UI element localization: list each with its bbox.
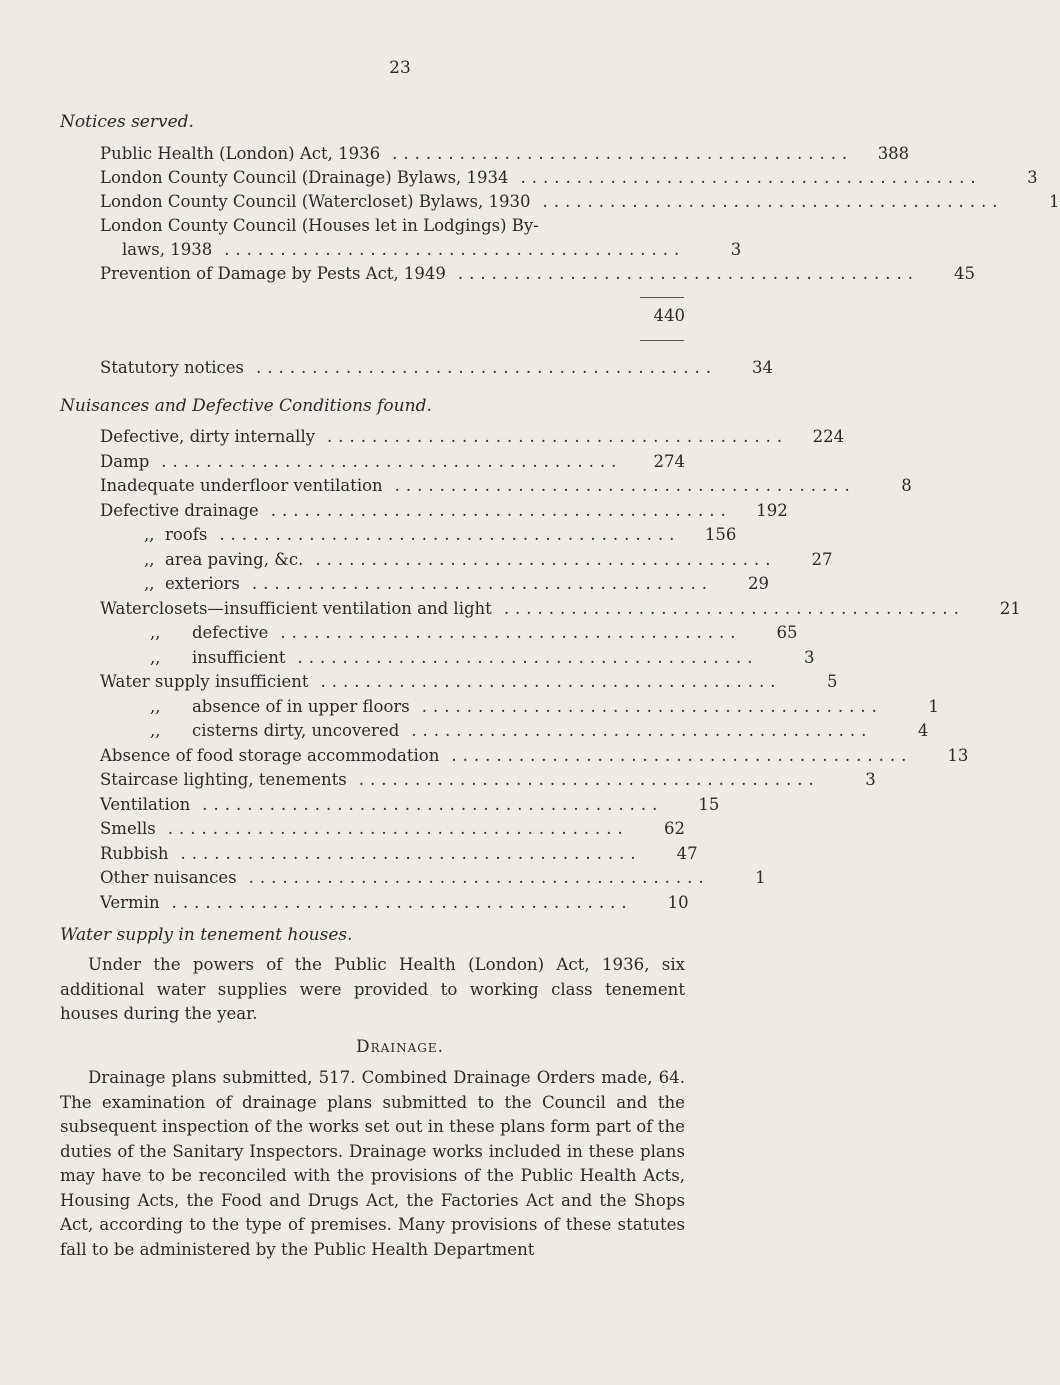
- nuisance-value: 3: [865, 770, 876, 789]
- notice-row: [100, 166, 1038, 190]
- leader-dots: .........................................: [248, 868, 710, 887]
- nuisance-label: Other nuisances: [100, 868, 237, 887]
- leader-dots: .........................................: [219, 525, 681, 544]
- nuisance-label: Water supply insufficient: [100, 672, 309, 691]
- nuisance-value: 274: [653, 451, 685, 471]
- leader-dots: .........................................: [171, 892, 633, 912]
- leader-dots: .........................................: [180, 843, 642, 863]
- nuisance-value: 27: [811, 549, 833, 569]
- statutory-label: Statutory notices: [100, 358, 244, 377]
- nuisance-label: Rubbish: [100, 843, 169, 863]
- leader-dots: .........................................: [392, 144, 854, 163]
- leader-dots: .........................................: [224, 240, 686, 259]
- nuisance-row: [100, 744, 969, 768]
- nuisance-value: 4: [917, 721, 929, 740]
- total-rule-bottom: [640, 340, 684, 341]
- notice-label: laws, 1938: [122, 240, 213, 259]
- drainage-paragraph: [60, 1066, 685, 1262]
- nuisance-row: [100, 523, 737, 547]
- water-supply-paragraph: [60, 953, 685, 1027]
- nuisance-row: [100, 597, 1021, 621]
- nuisance-row: [100, 817, 685, 841]
- nuisance-row: [100, 499, 788, 523]
- nuisance-value: 29: [747, 574, 769, 593]
- nuisance-label: Vermin: [100, 892, 160, 912]
- nuisance-label: ,, insufficient: [150, 647, 286, 667]
- leader-dots: .........................................: [411, 721, 873, 740]
- leader-dots: .........................................: [297, 647, 759, 667]
- leader-dots: .........................................: [457, 264, 919, 283]
- leader-dots: .........................................: [320, 672, 782, 691]
- nuisance-value: 192: [756, 500, 788, 520]
- notices-heading: Notices served.: [60, 112, 194, 132]
- notice-label: London County Council (Drainage) Bylaws, 1934: [100, 168, 509, 187]
- notice-value: 45: [953, 264, 975, 283]
- nuisance-label: Waterclosets—insufficient ventilation and light: [100, 598, 492, 618]
- nuisances-heading: Nuisances and Defective Conditions found.: [60, 396, 432, 416]
- leader-dots: .........................................: [394, 476, 856, 495]
- nuisance-label: Smells: [100, 819, 156, 838]
- nuisance-row: [100, 670, 838, 694]
- nuisance-row: [100, 621, 798, 645]
- nuisance-row: [100, 768, 876, 792]
- nuisance-row: [100, 450, 685, 474]
- nuisance-label: Inadequate underfloor ventilation: [100, 476, 383, 495]
- nuisance-row: [100, 719, 929, 743]
- nuisance-row: [100, 572, 769, 596]
- nuisance-value: 47: [676, 843, 698, 863]
- notice-value: 1: [1049, 192, 1060, 211]
- total-rule-top: [640, 297, 684, 298]
- nuisance-label: ,, roofs: [144, 525, 208, 544]
- nuisance-row: [100, 866, 766, 890]
- leader-dots: .........................................: [451, 745, 913, 765]
- notice-label: Public Health (London) Act, 1936: [100, 144, 381, 163]
- leader-dots: .........................................: [202, 794, 664, 814]
- nuisance-row: [100, 548, 833, 572]
- notices-total: 440: [653, 306, 685, 325]
- notice-value: 3: [730, 240, 742, 259]
- nuisance-value: 1: [755, 868, 766, 887]
- nuisance-value: 21: [999, 598, 1021, 618]
- nuisance-row: [100, 695, 939, 719]
- notice-label: London County Council (Watercloset) Bylaws, 1930: [100, 192, 531, 211]
- nuisance-label: Staircase lighting, tenements: [100, 770, 347, 789]
- notice-value: 388: [877, 144, 910, 163]
- notice-row: [100, 190, 1060, 214]
- notice-value: 3: [1027, 168, 1038, 187]
- nuisance-label: ,, exteriors: [144, 574, 240, 593]
- leader-dots: .........................................: [327, 427, 789, 446]
- leader-dots: .........................................: [315, 549, 777, 569]
- water-supply-heading: Water supply in tenement houses.: [60, 925, 353, 945]
- notice-row: [100, 142, 910, 166]
- nuisance-label: Absence of food storage accommodation: [100, 745, 440, 765]
- leader-dots: .........................................: [256, 358, 718, 377]
- nuisance-row: [100, 474, 912, 498]
- nuisance-value: 15: [698, 794, 720, 814]
- notice-row: [100, 262, 975, 286]
- leader-dots: .........................................: [421, 696, 883, 716]
- nuisance-value: 13: [947, 745, 969, 765]
- leader-dots: .........................................: [251, 574, 713, 593]
- leader-dots: .........................................: [280, 623, 742, 642]
- nuisance-value: 10: [667, 892, 689, 912]
- nuisance-label: ,, absence of in upper floors: [150, 696, 410, 716]
- nuisance-label: Defective, dirty internally: [100, 427, 316, 446]
- leader-dots: .........................................: [542, 192, 1004, 211]
- nuisance-row: [100, 793, 720, 817]
- nuisance-label: ,, defective: [150, 623, 269, 642]
- page-number: 23: [389, 58, 411, 78]
- leader-dots: .........................................: [270, 500, 732, 520]
- nuisance-row: [100, 425, 845, 449]
- leader-dots: .........................................: [167, 819, 629, 838]
- nuisance-value: 65: [776, 623, 798, 642]
- nuisance-label: Defective drainage: [100, 500, 259, 520]
- nuisance-value: 8: [901, 476, 912, 495]
- nuisance-value: 156: [704, 525, 737, 544]
- leader-dots: .........................................: [358, 770, 820, 789]
- nuisance-value: 5: [827, 672, 838, 691]
- water-supply-text: Under the powers of the Public Health (London) Act, 1936, six additional water supplies were provided to working class tenement houses during the year.: [60, 955, 685, 1023]
- statutory-value: 34: [752, 358, 774, 377]
- leader-dots: .........................................: [503, 598, 965, 618]
- nuisance-label: Ventilation: [100, 794, 191, 814]
- notice-row: [122, 238, 742, 262]
- drainage-text: Drainage plans submitted, 517. Combined Drainage Orders made, 64. The examination of drainage plans submitted to the Council and the subsequent inspection of the works set out in these plans form part of the duties of the Sanitary Inspectors. Drainage works included in these plans may have to be reconciled with the provisions of the Public Health Acts, Housing Acts, the Food and Drugs Act, the Factories Act and the Shops Act, according to the type of premises. Many provisions of these statutes fall to be administered by the Public Health Department: [60, 1068, 685, 1259]
- statutory-row: [100, 356, 774, 380]
- leader-dots: .........................................: [161, 451, 623, 471]
- nuisance-row: [100, 891, 689, 915]
- nuisance-value: 62: [664, 819, 685, 838]
- notice-label: Prevention of Damage by Pests Act, 1949: [100, 264, 446, 283]
- notice-label-continued: London County Council (Houses let in Lodgings) By-: [100, 216, 539, 235]
- leader-dots: .........................................: [520, 168, 982, 187]
- nuisance-value: 3: [804, 647, 815, 667]
- drainage-heading: Drainage.: [356, 1037, 444, 1057]
- nuisance-row: [100, 646, 815, 670]
- nuisance-label: ,, cisterns dirty, uncovered: [150, 721, 400, 740]
- nuisance-label: ,, area paving, &c.: [144, 549, 304, 569]
- nuisance-row: [100, 842, 698, 866]
- nuisance-label: Damp: [100, 451, 150, 471]
- nuisance-value: 224: [812, 427, 845, 446]
- nuisance-value: 1: [928, 696, 939, 716]
